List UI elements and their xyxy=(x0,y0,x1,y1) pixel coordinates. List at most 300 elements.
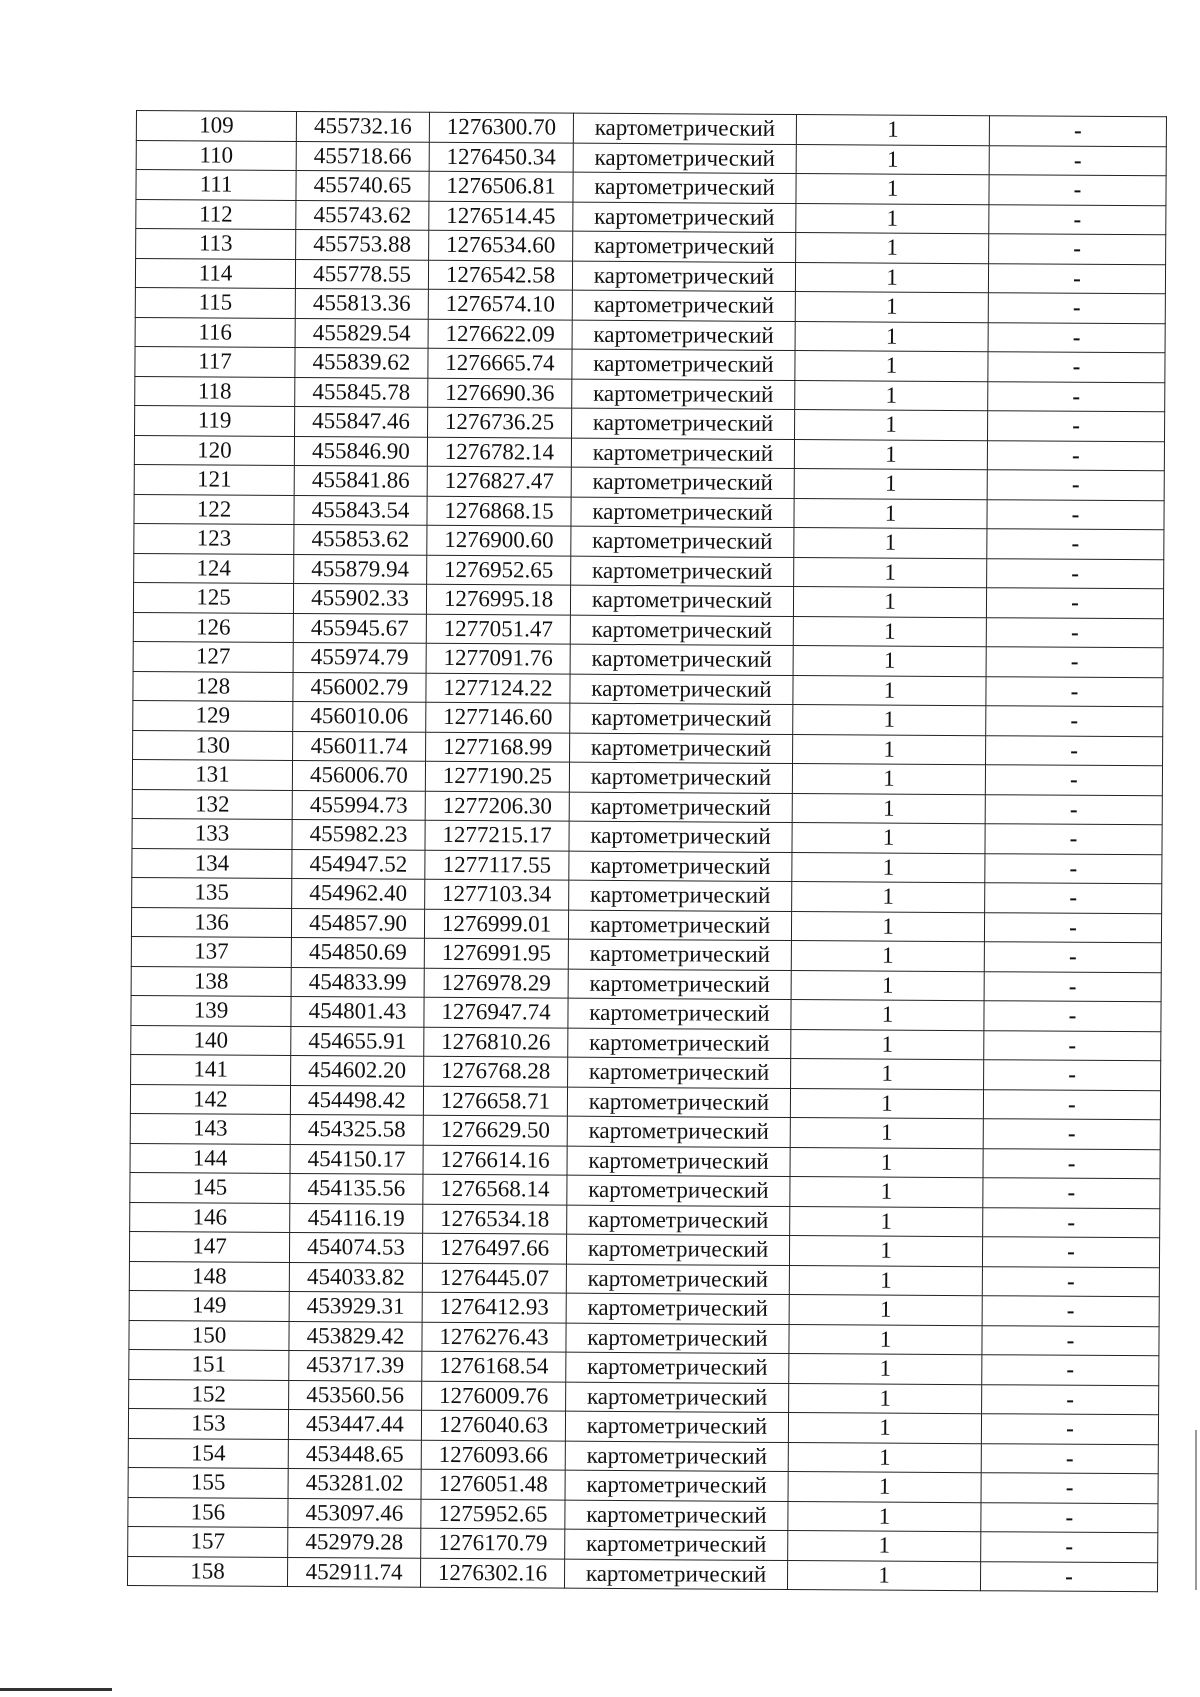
method-cell: картометрический xyxy=(565,1529,788,1560)
coord-y-cell: 1277168.99 xyxy=(426,732,570,762)
accuracy-cell: 1 xyxy=(789,1354,982,1385)
description-cell: - xyxy=(987,411,1164,442)
point-number-cell: 113 xyxy=(136,229,296,259)
coord-x-cell: 455740.65 xyxy=(296,170,429,200)
description-cell: - xyxy=(986,617,1163,648)
coord-y-cell: 1277146.60 xyxy=(426,702,570,732)
point-number-cell: 129 xyxy=(133,700,293,730)
method-cell: картометрический xyxy=(568,998,791,1029)
point-number-cell: 155 xyxy=(128,1467,288,1497)
accuracy-cell: 1 xyxy=(795,321,988,352)
point-number-cell: 157 xyxy=(128,1526,288,1556)
description-cell: - xyxy=(989,175,1166,206)
method-cell: картометрический xyxy=(564,1559,787,1590)
accuracy-cell: 1 xyxy=(793,705,986,736)
accuracy-cell: 1 xyxy=(793,675,986,706)
accuracy-cell: 1 xyxy=(794,498,987,529)
description-cell: - xyxy=(988,263,1165,294)
point-number-cell: 122 xyxy=(134,494,294,524)
method-cell: картометрический xyxy=(573,231,796,262)
coord-x-cell: 454850.69 xyxy=(291,937,424,967)
method-cell: картометрический xyxy=(570,585,793,616)
accuracy-cell: 1 xyxy=(795,351,988,382)
coord-x-cell: 453717.39 xyxy=(289,1350,422,1380)
coord-x-cell: 453447.44 xyxy=(288,1409,421,1439)
coord-x-cell: 455829.54 xyxy=(295,318,428,348)
method-cell: картометрический xyxy=(567,1175,790,1206)
point-number-cell: 119 xyxy=(135,405,295,435)
point-number-cell: 114 xyxy=(135,258,295,288)
coord-x-cell: 455902.33 xyxy=(293,583,426,613)
point-number-cell: 149 xyxy=(129,1290,289,1320)
accuracy-cell: 1 xyxy=(796,174,989,205)
description-cell: - xyxy=(985,794,1162,825)
description-cell: - xyxy=(980,1561,1157,1592)
coord-y-cell: 1276999.01 xyxy=(424,909,568,939)
coord-x-cell: 452979.28 xyxy=(288,1527,421,1557)
coord-x-cell: 455839.62 xyxy=(295,347,428,377)
method-cell: картометрический xyxy=(573,143,796,174)
coord-y-cell: 1276665.74 xyxy=(428,348,572,378)
description-cell: - xyxy=(983,1089,1160,1120)
coord-x-cell: 454325.58 xyxy=(290,1114,423,1144)
description-cell: - xyxy=(984,942,1161,973)
point-number-cell: 135 xyxy=(132,877,292,907)
point-number-cell: 131 xyxy=(132,759,292,789)
point-number-cell: 130 xyxy=(133,730,293,760)
description-cell: - xyxy=(981,1502,1158,1533)
description-cell: - xyxy=(988,381,1165,412)
coord-y-cell: 1276450.34 xyxy=(429,142,573,172)
coord-y-cell: 1276614.16 xyxy=(423,1145,567,1175)
coord-x-cell: 455743.62 xyxy=(296,200,429,230)
coord-x-cell: 455843.54 xyxy=(294,495,427,525)
method-cell: картометрический xyxy=(572,261,795,292)
accuracy-cell: 1 xyxy=(790,1118,983,1149)
coord-y-cell: 1276534.18 xyxy=(423,1204,567,1234)
coord-x-cell: 456011.74 xyxy=(293,731,426,761)
coord-x-cell: 454498.42 xyxy=(290,1085,423,1115)
description-cell: - xyxy=(984,912,1161,943)
method-cell: картометрический xyxy=(568,910,791,941)
method-cell: картометрический xyxy=(570,703,793,734)
point-number-cell: 120 xyxy=(134,435,294,465)
description-cell: - xyxy=(989,234,1166,265)
point-number-cell: 146 xyxy=(130,1202,290,1232)
accuracy-cell: 1 xyxy=(794,528,987,559)
description-cell: - xyxy=(985,853,1162,884)
method-cell: картометрический xyxy=(565,1441,788,1472)
coord-x-cell: 455845.78 xyxy=(295,377,428,407)
coord-x-cell: 453448.65 xyxy=(288,1439,421,1469)
coord-x-cell: 454655.91 xyxy=(291,1026,424,1056)
coord-y-cell: 1276574.10 xyxy=(428,289,572,319)
description-cell: - xyxy=(986,735,1163,766)
method-cell: картометрический xyxy=(567,1116,790,1147)
accuracy-cell: 1 xyxy=(793,587,986,618)
description-cell: - xyxy=(984,1001,1161,1032)
coord-x-cell: 454116.19 xyxy=(290,1203,423,1233)
coord-y-cell: 1276782.14 xyxy=(427,437,571,467)
point-number-cell: 140 xyxy=(131,1025,291,1055)
accuracy-cell: 1 xyxy=(792,852,985,883)
coord-y-cell: 1276736.25 xyxy=(428,407,572,437)
coord-x-cell: 455879.94 xyxy=(294,554,427,584)
description-cell: - xyxy=(985,883,1162,914)
point-number-cell: 137 xyxy=(131,936,291,966)
right-edge-scan-mark xyxy=(1195,1430,1197,1590)
point-number-cell: 115 xyxy=(135,287,295,317)
method-cell: картометрический xyxy=(566,1264,789,1295)
coord-y-cell: 1276810.26 xyxy=(424,1027,568,1057)
method-cell: картометрический xyxy=(567,1205,790,1236)
method-cell: картометрический xyxy=(570,674,793,705)
method-cell: картометрический xyxy=(565,1500,788,1531)
accuracy-cell: 1 xyxy=(796,144,989,175)
accuracy-cell: 1 xyxy=(796,233,989,264)
coord-y-cell: 1276978.29 xyxy=(424,968,568,998)
description-cell: - xyxy=(982,1237,1159,1268)
coord-y-cell: 1276051.48 xyxy=(421,1469,565,1499)
point-number-cell: 151 xyxy=(129,1349,289,1379)
point-number-cell: 124 xyxy=(134,553,294,583)
coord-x-cell: 455841.86 xyxy=(294,465,427,495)
coord-x-cell: 454857.90 xyxy=(291,908,424,938)
coord-x-cell: 455853.62 xyxy=(294,524,427,554)
description-cell: - xyxy=(981,1532,1158,1563)
description-cell: - xyxy=(986,588,1163,619)
point-number-cell: 141 xyxy=(131,1054,291,1084)
coord-y-cell: 1276542.58 xyxy=(428,260,572,290)
point-number-cell: 126 xyxy=(133,612,293,642)
accuracy-cell: 1 xyxy=(789,1236,982,1267)
description-cell: - xyxy=(984,971,1161,1002)
accuracy-cell: 1 xyxy=(789,1295,982,1326)
method-cell: картометрический xyxy=(570,615,793,646)
coord-x-cell: 455974.79 xyxy=(293,642,426,672)
point-number-cell: 132 xyxy=(132,789,292,819)
point-number-cell: 118 xyxy=(135,376,295,406)
coord-x-cell: 454135.56 xyxy=(290,1173,423,1203)
method-cell: картометрический xyxy=(567,1087,790,1118)
method-cell: картометрический xyxy=(571,526,794,557)
description-cell: - xyxy=(989,204,1166,235)
coord-y-cell: 1277190.25 xyxy=(425,761,569,791)
description-cell: - xyxy=(985,765,1162,796)
description-cell: - xyxy=(982,1384,1159,1415)
point-number-cell: 147 xyxy=(129,1231,289,1261)
accuracy-cell: 1 xyxy=(790,1147,983,1178)
coord-x-cell: 455718.66 xyxy=(296,141,429,171)
point-number-cell: 148 xyxy=(129,1261,289,1291)
coord-x-cell: 453929.31 xyxy=(289,1291,422,1321)
coordinates-table-body xyxy=(127,111,1166,1592)
method-cell: картометрический xyxy=(569,880,792,911)
coord-x-cell: 454602.20 xyxy=(291,1055,424,1085)
coord-x-cell: 454962.40 xyxy=(292,878,425,908)
description-cell: - xyxy=(987,558,1164,589)
accuracy-cell: 1 xyxy=(794,439,987,470)
point-number-cell: 127 xyxy=(133,641,293,671)
coord-y-cell: 1276276.43 xyxy=(422,1322,566,1352)
method-cell: картометрический xyxy=(566,1293,789,1324)
coord-x-cell: 454947.52 xyxy=(292,849,425,879)
accuracy-cell: 1 xyxy=(788,1531,981,1562)
coord-y-cell: 1277124.22 xyxy=(426,673,570,703)
coord-x-cell: 455847.46 xyxy=(295,406,428,436)
coord-y-cell: 1276952.65 xyxy=(427,555,571,585)
coord-y-cell: 1276514.45 xyxy=(429,201,573,231)
coord-x-cell: 455813.36 xyxy=(295,288,428,318)
accuracy-cell: 1 xyxy=(795,292,988,323)
coord-y-cell: 1276497.66 xyxy=(422,1233,566,1263)
coord-x-cell: 456010.06 xyxy=(293,701,426,731)
method-cell: картометрический xyxy=(566,1323,789,1354)
coord-y-cell: 1277117.55 xyxy=(425,850,569,880)
coord-x-cell: 455778.55 xyxy=(295,259,428,289)
point-number-cell: 117 xyxy=(135,346,295,376)
coord-y-cell: 1276568.14 xyxy=(423,1174,567,1204)
accuracy-cell: 1 xyxy=(790,1206,983,1237)
accuracy-cell: 1 xyxy=(791,970,984,1001)
coord-y-cell: 1276009.76 xyxy=(422,1381,566,1411)
point-number-cell: 143 xyxy=(130,1113,290,1143)
accuracy-cell: 1 xyxy=(791,1000,984,1031)
coord-y-cell: 1276506.81 xyxy=(429,171,573,201)
method-cell: картометрический xyxy=(568,1057,791,1088)
coord-y-cell: 1277215.17 xyxy=(425,820,569,850)
coord-y-cell: 1276629.50 xyxy=(423,1115,567,1145)
point-number-cell: 121 xyxy=(134,464,294,494)
method-cell: картометрический xyxy=(566,1382,789,1413)
method-cell: картометрический xyxy=(573,172,796,203)
accuracy-cell: 1 xyxy=(793,734,986,765)
accuracy-cell: 1 xyxy=(792,793,985,824)
description-cell: - xyxy=(988,293,1165,324)
description-cell: - xyxy=(983,1207,1160,1238)
point-number-cell: 111 xyxy=(136,170,296,200)
accuracy-cell: 1 xyxy=(792,764,985,795)
coord-x-cell: 454801.43 xyxy=(291,996,424,1026)
method-cell: картометрический xyxy=(573,202,796,233)
description-cell: - xyxy=(987,470,1164,501)
bottom-left-scan-mark xyxy=(0,1688,112,1691)
point-number-cell: 152 xyxy=(129,1379,289,1409)
coord-y-cell: 1276768.28 xyxy=(424,1056,568,1086)
point-number-cell: 123 xyxy=(134,523,294,553)
method-cell: картометрический xyxy=(570,644,793,675)
point-number-cell: 133 xyxy=(132,818,292,848)
point-number-cell: 158 xyxy=(127,1556,287,1586)
point-number-cell: 125 xyxy=(133,582,293,612)
method-cell: картометрический xyxy=(566,1234,789,1265)
point-number-cell: 139 xyxy=(131,995,291,1025)
description-cell: - xyxy=(988,352,1165,383)
accuracy-cell: 1 xyxy=(795,410,988,441)
coord-x-cell: 453281.02 xyxy=(288,1468,421,1498)
point-number-cell: 153 xyxy=(128,1408,288,1438)
description-cell: - xyxy=(985,824,1162,855)
description-cell: - xyxy=(989,145,1166,176)
method-cell: картометрический xyxy=(568,939,791,970)
coord-x-cell: 454033.82 xyxy=(289,1262,422,1292)
coord-x-cell: 453097.46 xyxy=(288,1498,421,1528)
description-cell: - xyxy=(987,440,1164,471)
point-number-cell: 134 xyxy=(132,848,292,878)
point-number-cell: 150 xyxy=(129,1320,289,1350)
description-cell: - xyxy=(982,1296,1159,1327)
coord-y-cell: 1276412.93 xyxy=(422,1292,566,1322)
coord-y-cell: 1276947.74 xyxy=(424,997,568,1027)
accuracy-cell: 1 xyxy=(794,557,987,588)
accuracy-cell: 1 xyxy=(792,823,985,854)
coord-y-cell: 1276658.71 xyxy=(423,1086,567,1116)
accuracy-cell: 1 xyxy=(791,941,984,972)
point-number-cell: 145 xyxy=(130,1172,290,1202)
description-cell: - xyxy=(986,706,1163,737)
coordinates-table xyxy=(127,110,1167,1592)
accuracy-cell: 1 xyxy=(793,616,986,647)
coord-y-cell: 1276534.60 xyxy=(429,230,573,260)
point-number-cell: 142 xyxy=(130,1084,290,1114)
coord-y-cell: 1276168.54 xyxy=(422,1351,566,1381)
method-cell: картометрический xyxy=(571,497,794,528)
method-cell: картометрический xyxy=(570,733,793,764)
coordinates-table-wrapper xyxy=(127,110,1166,1592)
accuracy-cell: 1 xyxy=(787,1560,980,1591)
coord-x-cell: 455732.16 xyxy=(296,111,429,141)
accuracy-cell: 1 xyxy=(796,115,989,146)
coord-x-cell: 456006.70 xyxy=(292,760,425,790)
accuracy-cell: 1 xyxy=(789,1383,982,1414)
method-cell: картометрический xyxy=(571,556,794,587)
method-cell: картометрический xyxy=(572,320,795,351)
point-number-cell: 128 xyxy=(133,671,293,701)
description-cell: - xyxy=(984,1030,1161,1061)
method-cell: картометрический xyxy=(569,792,792,823)
description-cell: - xyxy=(986,676,1163,707)
coord-x-cell: 454833.99 xyxy=(291,967,424,997)
accuracy-cell: 1 xyxy=(789,1265,982,1296)
accuracy-cell: 1 xyxy=(788,1442,981,1473)
description-cell: - xyxy=(987,529,1164,560)
description-cell: - xyxy=(982,1266,1159,1297)
coord-x-cell: 452911.74 xyxy=(287,1557,420,1587)
description-cell: - xyxy=(981,1473,1158,1504)
coord-y-cell: 1276690.36 xyxy=(428,378,572,408)
coord-x-cell: 453560.56 xyxy=(289,1380,422,1410)
description-cell: - xyxy=(983,1148,1160,1179)
accuracy-cell: 1 xyxy=(791,911,984,942)
method-cell: картометрический xyxy=(566,1352,789,1383)
coord-y-cell: 1277103.34 xyxy=(425,879,569,909)
description-cell: - xyxy=(983,1178,1160,1209)
coord-x-cell: 456002.79 xyxy=(293,672,426,702)
coord-x-cell: 453829.42 xyxy=(289,1321,422,1351)
point-number-cell: 116 xyxy=(135,317,295,347)
method-cell: картометрический xyxy=(572,349,795,380)
coord-y-cell: 1275952.65 xyxy=(421,1499,565,1529)
accuracy-cell: 1 xyxy=(796,203,989,234)
method-cell: картометрический xyxy=(569,821,792,852)
point-number-cell: 144 xyxy=(130,1143,290,1173)
accuracy-cell: 1 xyxy=(795,380,988,411)
coord-x-cell: 454074.53 xyxy=(289,1232,422,1262)
coord-y-cell: 1276991.95 xyxy=(424,938,568,968)
accuracy-cell: 1 xyxy=(794,469,987,500)
coord-y-cell: 1276445.07 xyxy=(422,1263,566,1293)
point-number-cell: 110 xyxy=(136,140,296,170)
method-cell: картометрический xyxy=(565,1411,788,1442)
accuracy-cell: 1 xyxy=(791,1059,984,1090)
description-cell: - xyxy=(984,1060,1161,1091)
coord-y-cell: 1276170.79 xyxy=(421,1528,565,1558)
coord-x-cell: 455753.88 xyxy=(296,229,429,259)
coord-y-cell: 1276900.60 xyxy=(427,525,571,555)
coord-y-cell: 1276040.63 xyxy=(421,1410,565,1440)
table-row xyxy=(127,1556,1157,1592)
coord-x-cell: 455945.67 xyxy=(293,613,426,643)
description-cell: - xyxy=(989,116,1166,147)
coord-y-cell: 1276995.18 xyxy=(426,584,570,614)
method-cell: картометрический xyxy=(571,467,794,498)
accuracy-cell: 1 xyxy=(789,1324,982,1355)
coord-x-cell: 454150.17 xyxy=(290,1144,423,1174)
point-number-cell: 156 xyxy=(128,1497,288,1527)
coord-x-cell: 455846.90 xyxy=(294,436,427,466)
accuracy-cell: 1 xyxy=(790,1177,983,1208)
accuracy-cell: 1 xyxy=(795,262,988,293)
point-number-cell: 112 xyxy=(136,199,296,229)
accuracy-cell: 1 xyxy=(788,1472,981,1503)
accuracy-cell: 1 xyxy=(788,1501,981,1532)
accuracy-cell: 1 xyxy=(793,646,986,677)
coord-y-cell: 1276622.09 xyxy=(428,319,572,349)
description-cell: - xyxy=(987,499,1164,530)
coord-y-cell: 1276302.16 xyxy=(420,1558,564,1588)
coord-y-cell: 1277091.76 xyxy=(426,643,570,673)
description-cell: - xyxy=(988,322,1165,353)
point-number-cell: 138 xyxy=(131,966,291,996)
coord-x-cell: 455982.23 xyxy=(292,819,425,849)
method-cell: картометрический xyxy=(565,1470,788,1501)
point-number-cell: 154 xyxy=(128,1438,288,1468)
method-cell: картометрический xyxy=(572,290,795,321)
description-cell: - xyxy=(981,1414,1158,1445)
point-number-cell: 109 xyxy=(136,111,296,141)
coord-y-cell: 1276827.47 xyxy=(427,466,571,496)
accuracy-cell: 1 xyxy=(792,882,985,913)
description-cell: - xyxy=(981,1443,1158,1474)
coord-y-cell: 1276093.66 xyxy=(421,1440,565,1470)
coord-y-cell: 1276300.70 xyxy=(429,112,573,142)
method-cell: картометрический xyxy=(567,1146,790,1177)
method-cell: картометрический xyxy=(569,851,792,882)
method-cell: картометрический xyxy=(568,1028,791,1059)
description-cell: - xyxy=(986,647,1163,678)
coord-y-cell: 1277051.47 xyxy=(426,614,570,644)
accuracy-cell: 1 xyxy=(791,1029,984,1060)
method-cell: картометрический xyxy=(569,762,792,793)
method-cell: картометрический xyxy=(572,379,795,410)
coord-x-cell: 455994.73 xyxy=(292,790,425,820)
description-cell: - xyxy=(982,1355,1159,1386)
method-cell: картометрический xyxy=(573,113,796,144)
coord-y-cell: 1277206.30 xyxy=(425,791,569,821)
coord-y-cell: 1276868.15 xyxy=(427,496,571,526)
method-cell: картометрический xyxy=(571,438,794,469)
method-cell: картометрический xyxy=(568,969,791,1000)
